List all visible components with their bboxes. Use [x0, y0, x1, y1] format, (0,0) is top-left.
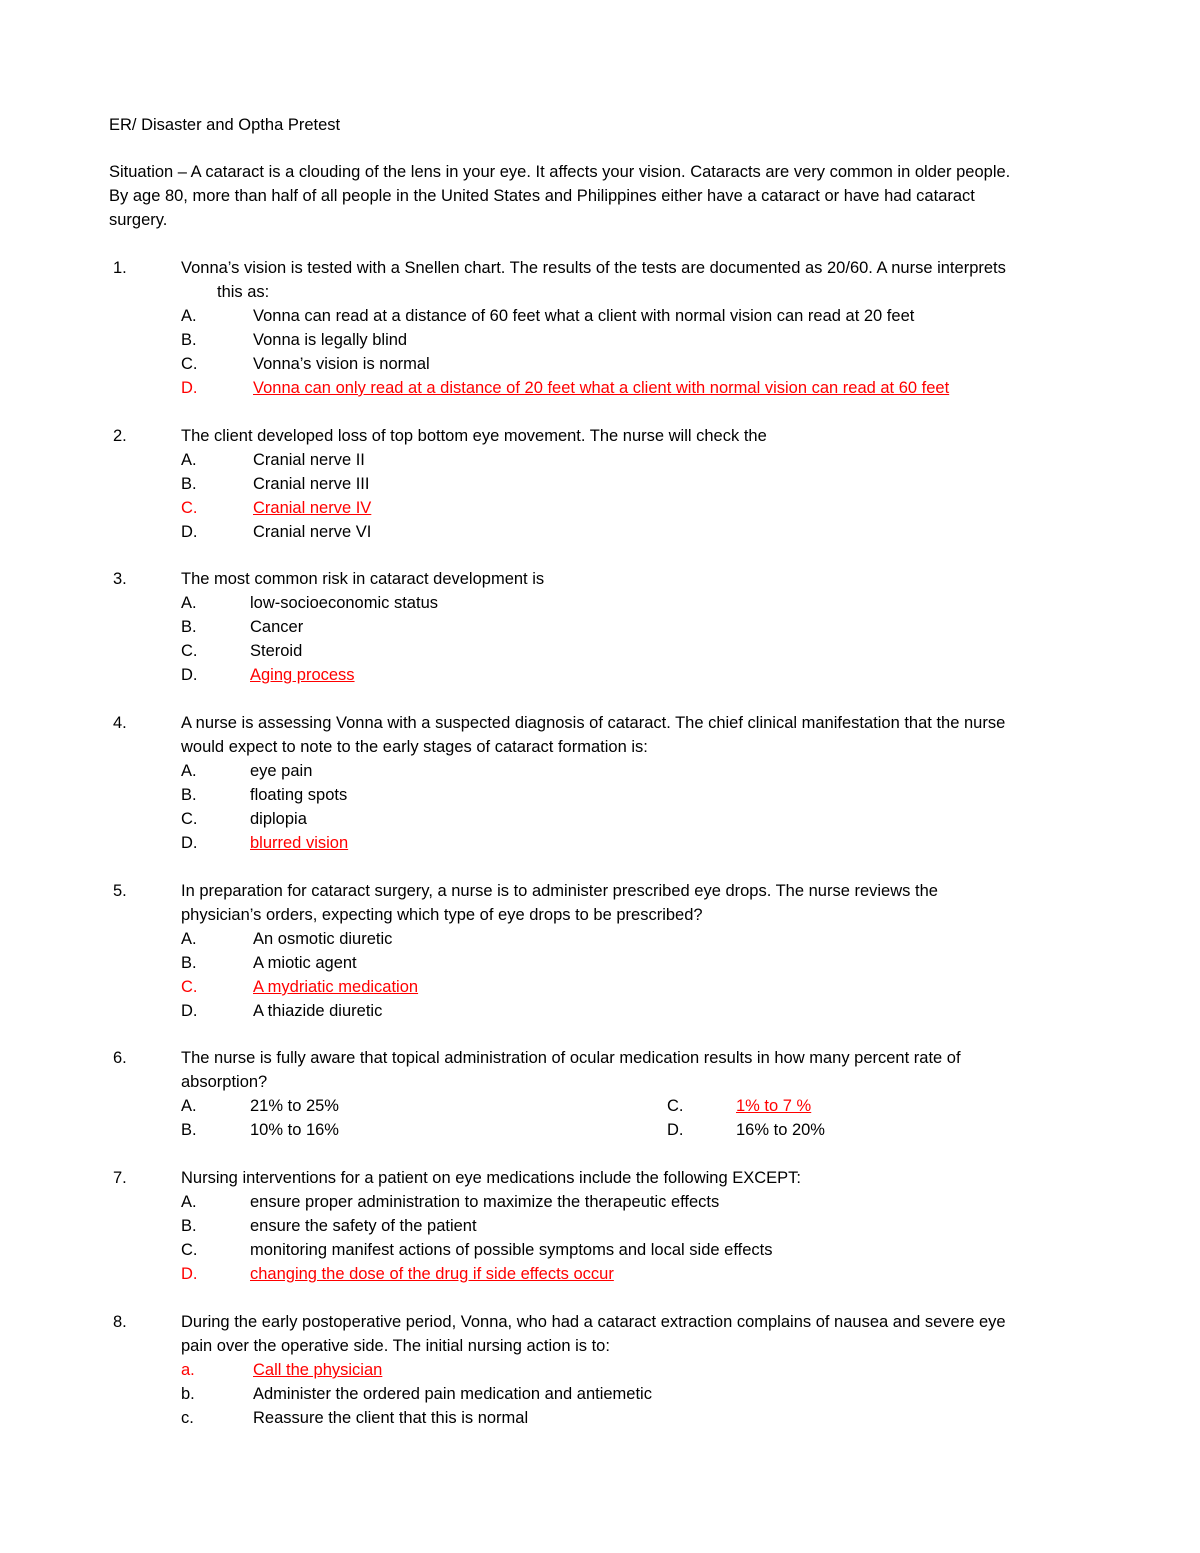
option-d	[0, 520, 1200, 544]
option-row	[0, 1118, 1200, 1142]
option-letter: c.	[181, 1409, 194, 1427]
option-text: Call the physician	[253, 1361, 383, 1379]
situation-line: Situation – A cataract is a clouding of the lens in your eye. It affects your vision. Cataracts are very common in older people.	[109, 163, 1011, 181]
option-letter: D.	[181, 666, 198, 684]
option-letter: B.	[181, 618, 197, 636]
question-8	[0, 1310, 1200, 1430]
question-text-continued: would expect to note to the early stages of cataract formation is:	[181, 738, 648, 756]
option-text: ensure proper administration to maximize the therapeutic effects	[250, 1193, 720, 1211]
option-text: ensure the safety of the patient	[250, 1217, 477, 1235]
option-letter: A.	[181, 1193, 197, 1211]
option-d-correct	[0, 376, 1200, 400]
option-letter: B.	[181, 475, 197, 493]
option-text: eye pain	[250, 762, 313, 780]
option-a	[0, 759, 1200, 783]
option-text: Vonna can read at a distance of 60 feet what a client with normal vision can read at 20 feet	[253, 307, 915, 325]
option-letter: B.	[181, 954, 197, 972]
question-5	[0, 879, 1200, 1023]
option-c	[0, 639, 1200, 663]
option-text: monitoring manifest actions of possible symptoms and local side effects	[250, 1241, 773, 1259]
question-1	[0, 256, 1200, 400]
option-text: 21% to 25%	[250, 1097, 339, 1115]
option-c	[0, 807, 1200, 831]
option-text: floating spots	[250, 786, 348, 804]
option-a-correct	[0, 1358, 1200, 1382]
option-d	[0, 999, 1200, 1023]
option-letter: b.	[181, 1385, 195, 1403]
option-text: Cancer	[250, 618, 304, 636]
option-text: Cranial nerve III	[253, 475, 370, 493]
option-letter: B.	[181, 1121, 197, 1139]
question-text-continued: absorption?	[181, 1073, 268, 1091]
question-text: The most common risk in cataract development is	[181, 570, 545, 588]
question-2	[0, 424, 1200, 544]
option-letter: A.	[181, 594, 197, 612]
option-text: diplopia	[250, 810, 307, 828]
option-b	[0, 951, 1200, 975]
question-text: During the early postoperative period, Vonna, who had a cataract extraction complains of nausea and severe eye	[181, 1313, 1006, 1331]
option-letter: D.	[181, 1265, 198, 1283]
option-a	[0, 1190, 1200, 1214]
question-3	[0, 567, 1200, 687]
option-text: Reassure the client that this is normal	[253, 1409, 529, 1427]
option-letter: D.	[667, 1121, 684, 1139]
option-text: Vonna is legally blind	[253, 331, 408, 349]
option-letter: B.	[181, 331, 197, 349]
option-c-correct	[0, 975, 1200, 999]
option-letter: D.	[181, 834, 198, 852]
option-b	[0, 615, 1200, 639]
option-letter: C.	[181, 499, 198, 517]
option-letter: D.	[181, 379, 198, 397]
question-text: In preparation for cataract surgery, a nurse is to administer prescribed eye drops. The nurse reviews the	[181, 882, 938, 900]
option-letter: a.	[181, 1361, 195, 1379]
situation-line: surgery.	[109, 211, 168, 229]
option-letter: C.	[181, 810, 198, 828]
question-6	[0, 1046, 1200, 1142]
option-letter: C.	[181, 355, 198, 373]
situation-line: By age 80, more than half of all people in the United States and Philippines either have a cataract or have had cataract	[109, 187, 975, 205]
option-a	[0, 927, 1200, 951]
option-text: Cranial nerve II	[253, 451, 365, 469]
option-letter: A.	[181, 451, 197, 469]
option-b	[0, 783, 1200, 807]
question-7	[0, 1166, 1200, 1286]
question-number: 6.	[113, 1049, 127, 1067]
question-number: 7.	[113, 1169, 127, 1187]
option-letter: C.	[181, 978, 198, 996]
option-c	[0, 352, 1200, 376]
option-letter: D.	[181, 523, 198, 541]
question-text: A nurse is assessing Vonna with a suspected diagnosis of cataract. The chief clinical manifestation that the nurse	[181, 714, 1006, 732]
option-letter: B.	[181, 786, 197, 804]
question-number: 3.	[113, 570, 127, 588]
option-text: Vonna’s vision is normal	[253, 355, 430, 373]
question-text: Vonna’s vision is tested with a Snellen chart. The results of the tests are documented as 20/60. A nurse interprets	[181, 259, 1006, 277]
option-letter: D.	[181, 1002, 198, 1020]
option-letter: A.	[181, 1097, 197, 1115]
question-text-continued: this as:	[217, 283, 270, 301]
option-text: A miotic agent	[253, 954, 357, 972]
option-letter: C.	[181, 642, 198, 660]
option-text: A mydriatic medication	[253, 978, 419, 996]
option-d-correct	[0, 831, 1200, 855]
question-text: The nurse is fully aware that topical administration of ocular medication results in how many percent rate of	[181, 1049, 961, 1067]
option-b	[0, 1214, 1200, 1238]
question-number: 5.	[113, 882, 127, 900]
question-4	[0, 711, 1200, 855]
option-c	[0, 1238, 1200, 1262]
option-text: An osmotic diuretic	[253, 930, 393, 948]
question-number: 4.	[113, 714, 127, 732]
option-text: 16% to 20%	[736, 1121, 825, 1139]
option-text: Cranial nerve VI	[253, 523, 372, 541]
question-number: 1.	[113, 259, 127, 277]
option-letter: C.	[181, 1241, 198, 1259]
question-text: Nursing interventions for a patient on eye medications include the following EXCEPT:	[181, 1169, 802, 1187]
option-letter: A.	[181, 930, 197, 948]
option-text: changing the dose of the drug if side effects occur	[250, 1265, 614, 1283]
option-a	[0, 448, 1200, 472]
option-c	[0, 1406, 1200, 1430]
option-a	[0, 591, 1200, 615]
option-letter: B.	[181, 1217, 197, 1235]
option-letter: C.	[667, 1097, 684, 1115]
question-text-continued: pain over the operative side. The initial nursing action is to:	[181, 1337, 610, 1355]
option-d-correct	[0, 1262, 1200, 1286]
option-b	[0, 472, 1200, 496]
question-number: 2.	[113, 427, 127, 445]
question-text-continued: physician’s orders, expecting which type of eye drops to be prescribed?	[181, 906, 703, 924]
situation-paragraph	[109, 160, 1099, 232]
option-text: blurred vision	[250, 834, 349, 852]
option-row	[0, 1094, 1200, 1118]
question-number: 8.	[113, 1313, 127, 1331]
option-text: Administer the ordered pain medication and antiemetic	[253, 1385, 652, 1403]
option-b	[0, 328, 1200, 352]
option-text-correct: 1% to 7 %	[736, 1097, 812, 1115]
option-text: Vonna can only read at a distance of 20 feet what a client with normal vision can read at 60 feet	[253, 379, 950, 397]
option-letter: A.	[181, 762, 197, 780]
option-text: 10% to 16%	[250, 1121, 339, 1139]
option-text: low-socioeconomic status	[250, 594, 438, 612]
option-text: A thiazide diuretic	[253, 1002, 383, 1020]
option-a	[0, 304, 1200, 328]
option-text: Steroid	[250, 642, 303, 660]
option-d-correct	[0, 663, 1200, 687]
question-text: The client developed loss of top bottom eye movement. The nurse will check the	[181, 427, 767, 445]
document-title: ER/ Disaster and Optha Pretest	[109, 116, 341, 134]
option-b	[0, 1382, 1200, 1406]
option-text: Aging process	[250, 666, 355, 684]
option-text: Cranial nerve IV	[253, 499, 372, 517]
option-c-correct	[0, 496, 1200, 520]
option-letter: A.	[181, 307, 197, 325]
